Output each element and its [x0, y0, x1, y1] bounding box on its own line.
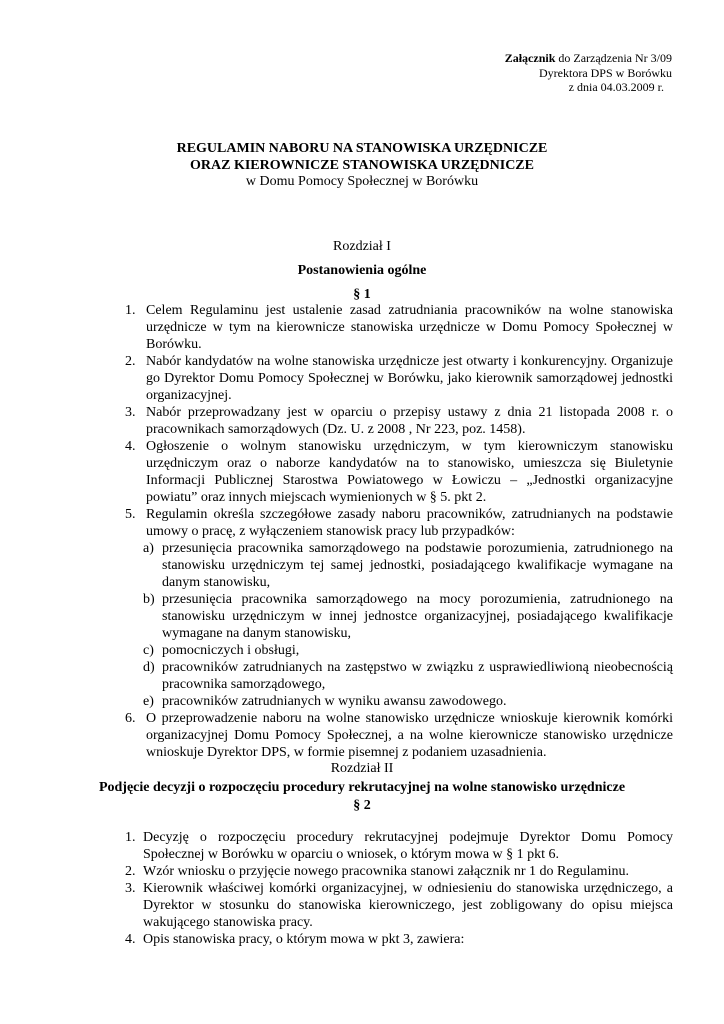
- title-line-1: REGULAMIN NABORU NA STANOWISKA URZĘDNICZE: [176, 141, 548, 156]
- sub-list-item-text: przesunięcia pracownika samorządowego na podstawie porozumienia, zatrudnionego na stanowisku urzędniczym tej samej jednostki, posiadającego kwalifikacje wymagane na danym stanowisku,: [162, 541, 673, 590]
- chapter-2-subtitle: Podjęcie decyzji o rozpoczęciu procedury rekrutacyjnej na wolne stanowisko urzędnicze: [98, 780, 626, 795]
- list-item-number: 3.: [125, 881, 136, 896]
- list-item-number: 3.: [125, 405, 136, 420]
- chapter-2-heading: Rozdział II: [330, 761, 394, 776]
- sub-list-item-letter: b): [143, 592, 155, 607]
- list-item-number: 2.: [125, 864, 136, 879]
- annex-line-3: z dnia 04.03.2009 r.: [568, 80, 664, 94]
- list-item-text: Ogłoszenie o wolnym stanowisku urzędniczym, w tym kierowniczym stanowisku urzędniczym oraz o naborze kandydatów na to stanowisko, umieszcza się Biuletynie Informacji Publicznej Starostwa Powiatowego w Łowiczu – „Jednostki organizacyjne powiatu” oraz innych miejscach wymienionych w § 5. pkt 2.: [146, 439, 673, 505]
- list-item: [119, 438, 673, 506]
- sub-list-item: [119, 642, 673, 659]
- sub-list-item-letter: d): [143, 660, 155, 675]
- list-item-text: O przeprowadzenie naboru na wolne stanowisko urzędnicze wnioskuje kierownik komórki organizacyjnej Domu Pomocy Społecznej, a na wolne kierownicze stanowisko urzędnicze wnioskuje Dyrektor DPS, w formie pisemnej z podaniem uzasadnienia.: [146, 711, 673, 760]
- sub-list-item: [119, 693, 673, 710]
- list-item-number: 1.: [125, 830, 136, 845]
- sub-list-item: [119, 591, 673, 642]
- sub-list-item-text: przesunięcia pracownika samorządowego na mocy porozumienia, zatrudnionego na stanowisku urzędniczym w innej jednostce organizacyjnej, posiadającego kwalifikacje wymagane na danym stanowisku,: [162, 592, 673, 641]
- chapter-2-list: [119, 829, 673, 948]
- annex-label: Załącznik: [504, 51, 556, 65]
- chapter-1-subtitle: Postanowienia ogólne: [297, 263, 427, 278]
- list-item: [119, 506, 673, 540]
- sub-list-item-letter: a): [143, 541, 154, 556]
- sub-list-item: [119, 659, 673, 693]
- list-item: [119, 710, 673, 761]
- list-item-text: Celem Regulaminu jest ustalenie zasad zatrudniania pracowników na wolne stanowiska urzędnicze w tym na kierownicze stanowiska urzędnicze w Domu Pomocy Społecznej w Borówku.: [146, 303, 673, 352]
- sub-list-item-letter: c): [143, 643, 154, 658]
- annex-line-1: [505, 51, 672, 66]
- list-item: [119, 880, 673, 931]
- list-item-text: Nabór kandydatów na wolne stanowiska urzędnicze jest otwarty i konkurencyjny. Organizuje go Dyrektor Domu Pomocy Społecznej w Borówku, jako kierownik samorządowej jednostki organizacyjnej.: [146, 354, 673, 403]
- sub-list-item-letter: e): [143, 694, 154, 709]
- annex-reference: do Zarządzenia Nr 3/09: [555, 51, 672, 65]
- list-item: [119, 353, 673, 404]
- sub-list-item: [119, 540, 673, 591]
- sub-list-item-text: pomocniczych i obsługi,: [162, 643, 300, 658]
- section-2-symbol: § 2: [353, 798, 371, 813]
- list-item-number: 4.: [125, 932, 136, 947]
- title-line-2: ORAZ KIEROWNICZE STANOWISKA URZĘDNICZE: [190, 157, 534, 173]
- title-line-3: w Domu Pomocy Społecznej w Borówku: [245, 174, 479, 189]
- list-item: [119, 863, 673, 880]
- list-item-number: 6.: [125, 711, 136, 726]
- list-item-text: Kierownik właściwej komórki organizacyjnej, w odniesieniu do stanowiska urzędniczego, a Dyrektor w stosunku do stanowiska kierowniczego, jest zobligowany do opisu miejsca wakującego stanowiska pracy.: [143, 881, 673, 930]
- section-1-symbol: § 1: [353, 287, 371, 302]
- annex-header: [505, 51, 672, 95]
- list-item-number: 5.: [125, 507, 136, 522]
- list-item: [119, 931, 673, 948]
- list-item-number: 4.: [125, 439, 136, 454]
- chapter-1-list: [119, 302, 673, 761]
- annex-line-2: Dyrektora DPS w Borówku: [539, 65, 672, 80]
- list-item: [119, 302, 673, 353]
- list-item: [119, 404, 673, 438]
- list-item-text: Regulamin określa szczegółowe zasady naboru pracowników, zatrudnianych na podstawie umowy o pracę, z wyłączeniem stanowisk pracy lub przypadków:: [146, 507, 673, 539]
- list-item-text: Decyzję o rozpoczęciu procedury rekrutacyjnej podejmuje Dyrektor Domu Pomocy Społecznej w Borówku w oparciu o wniosek, o którym mowa w § 1 pkt 6.: [143, 830, 673, 862]
- document-title: [0, 141, 724, 191]
- list-item-number: 2.: [125, 354, 136, 369]
- chapter-1-heading: Rozdział I: [333, 239, 391, 254]
- list-item-text: Nabór przeprowadzany jest w oparciu o przepisy ustawy z dnia 21 listopada 2008 r. o pracownikach samorządowych (Dz. U. z 2008 , Nr 223, poz. 1458).: [146, 405, 673, 437]
- sub-list-item-text: pracowników zatrudnianych na zastępstwo w związku z usprawiedliwioną nieobecnością pracownika samorządowego,: [162, 660, 673, 692]
- list-item-text: Opis stanowiska pracy, o którym mowa w pkt 3, zawiera:: [143, 932, 465, 947]
- list-item-number: 1.: [125, 303, 136, 318]
- list-item-text: Wzór wniosku o przyjęcie nowego pracownika stanowi załącznik nr 1 do Regulaminu.: [143, 864, 629, 879]
- sub-list-item-text: pracowników zatrudnianych w wyniku awansu zawodowego.: [162, 694, 507, 709]
- list-item: [119, 829, 673, 863]
